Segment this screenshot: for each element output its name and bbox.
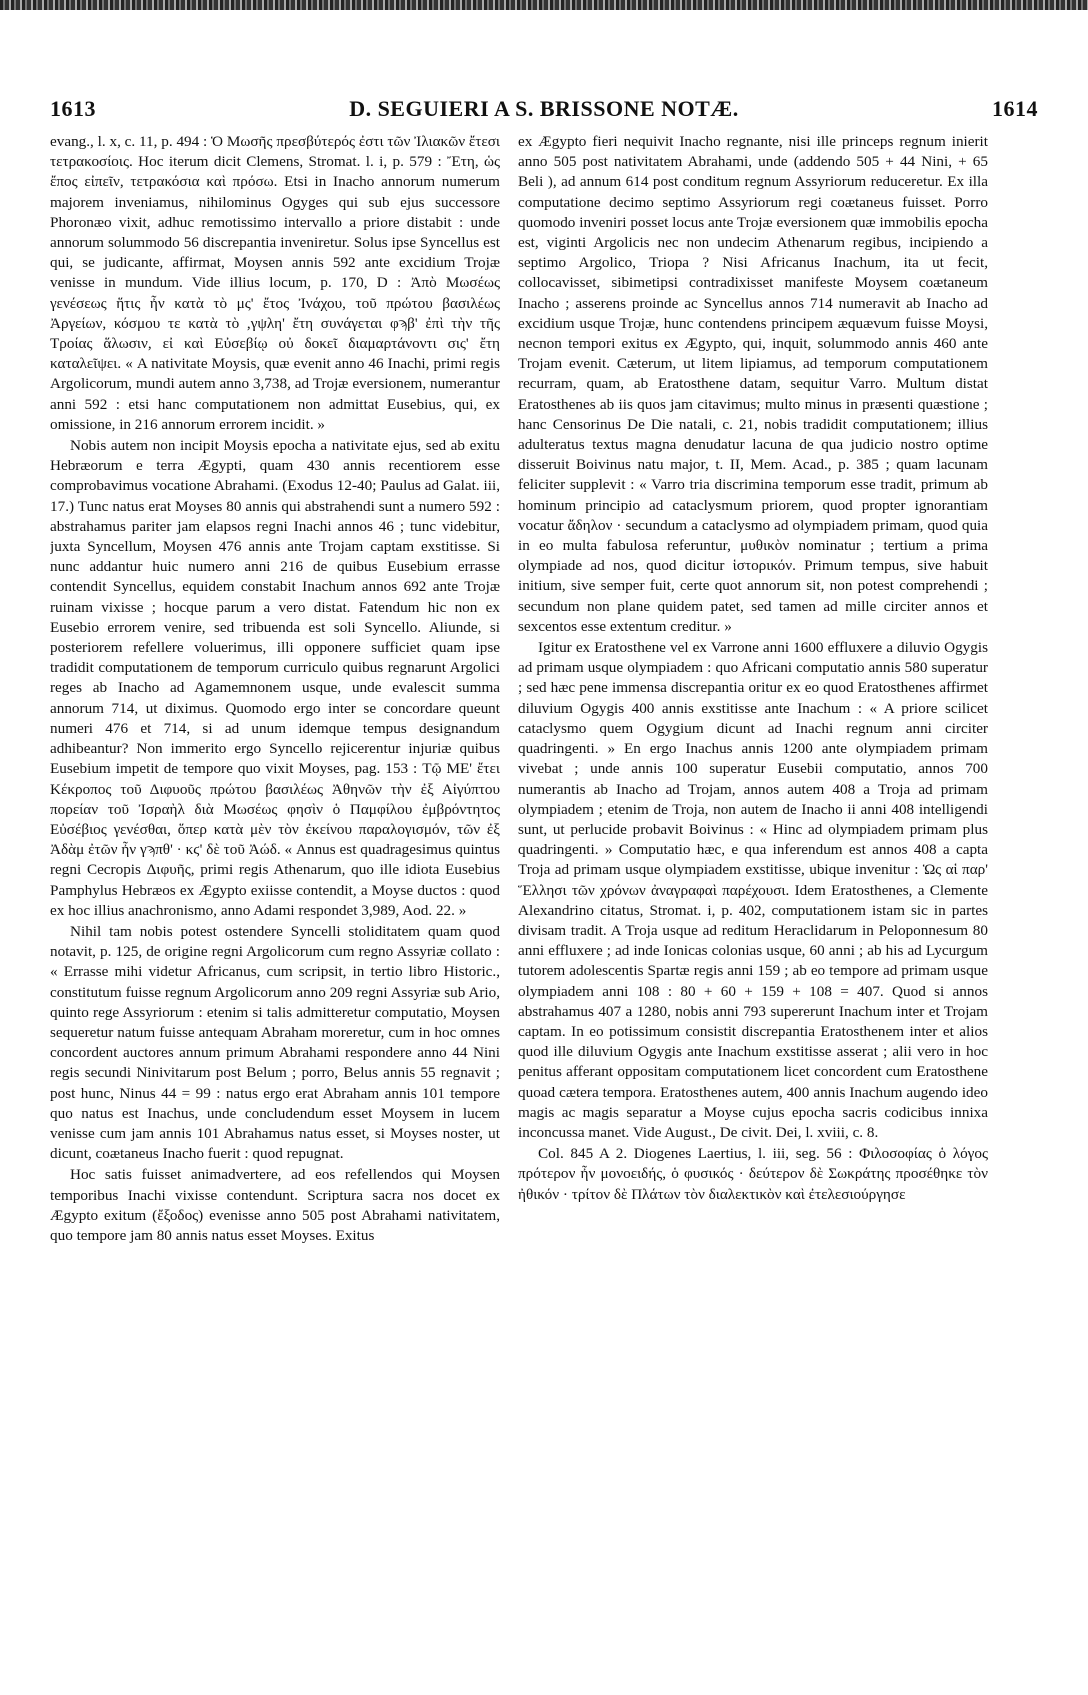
- page-number-left: 1613: [50, 96, 96, 121]
- paragraph: Nobis autem non incipit Moysis epocha a nativitate ejus, sed ab exitu Hebræorum e terra Ægypti, quam 430 annis recentiorem esse comprobavimus vocatione Abrahami. (Exodus 12-40; Paulus ad Galat. iii, 17.) Tunc natus erat Moyses 80 annis qui abstrahendi sunt a numero 592 : abstrahamus pariter jam elapsos regni Inachi annos 46 ; tunc videbitur, juxta Syncellum, Moysen 476 annis ante Trojam captam exstitisse. Si nunc addantur huic numero anni 216 de quibus Eusebium errasse contendit Syncellus, equidem constabit Inachum annos 692 ante Trojæ ruinam vixisse ; hocque parum a vero distat. Fatendum hic non ex Eusebio errorem venire, sed tribuenda est soli Syncello. Aliunde, si posteriorem refellere voluerimus, illi opponere sufficiet quam ipse tradidit computationem de temporum curriculo quibus regnarunt Argolici reges ab Inacho ad Agamemnonem usque, unde evalescit summa annorum 714, ut diximus. Quomodo ergo inter se concordare queunt numeri 476 et 714, si ad unum idemque tempus designandum adhibeantur? Non immerito ergo Syncello rejicerentur injuriæ quibus Eusebium impetit de tempore quo vixit Moyses, pag. 153 : Τῷ ΜΕ' ἔτει Κέκροπος τοῦ Διφυοῦς πρώτου βασιλέως Ἀθηνῶν τὴν ἐξ Αἰγύπτου πορείαν τοῦ Ἰσραὴλ διὰ Μωσέως φησὶν ὁ Παμφίλου ἐμβρόντητος Εὐσέβιος γενέσθαι, ὅπερ κατὰ μὲν τὸν ἐκείνου παραλογισμόν, τῶν ἐξ Ἀδὰμ ἐτῶν ἦν γϡπθ' · κϛ' δὲ τοῦ Ἀώδ. « Annus est quadragesimus quintus regni Cecropis Διφυῆς, primi regis Athenarum, quo ille idiota Eusebius Pamphylus Hebræos ex Ægypto exiisse contendit, a Moyse ductos : quod ex hoc illius anachronismo, anno Adami respondet 3,989, Aod. 22. »: [50, 437, 500, 919]
- left-column: [50, 132, 500, 1632]
- running-title: D. SEGUIERI A S. BRISSONE NOTÆ.: [349, 96, 739, 121]
- paragraph: Igitur ex Eratosthene vel ex Varrone anni 1600 effluxere a diluvio Ogygis ad primam usque olympiadem : quo Africani computatio annis 580 superatur ; sed hæc pene immensa discrepantia oritur ex eo quod Eratosthenes affirmet diluvium Ogygis 400 annis exstitisse ante Inachum : « A priore scilicet cataclysmo quem Ogygium dicunt ad Inachi regnum anni circiter quadringenti. » En ergo Inachus annis 1200 ante olympiadem primam vivebat ; unde annis 100 superatur Eusebii computatio, annos 700 numerantis ab Inacho ad Trojam, annos autem 408 a Troja ad primam olympiadem ; etenim de Troja, non autem de Inacho ii anni 408 intelligendi sunt, ut perlucide probavit Boivinus : « Hinc ad olympiadem primam plus quadringenti. » Computatio hæc, e qua inferendum est annos 408 a capta Troja ad primam usque olympiadem exstitisse, ubique invenitur : Ὡς αἱ παρ' Ἕλλησι τῶν χρόνων ἀναγραφαὶ παρέχουσι. Idem Eratosthenes, a Clemente Alexandrino citatus, Stromat. i, p. 402, computationem istam sic in partes divisam tradit. A Troja usque ad reditum Heraclidarum in Peloponnesum 80 anni effluxere ; ad inde Ionicas colonias usque, 60 anni ; ab his ad Lycurgum tutorem adolescentis Spartæ regis anni 159 ; ab eo tempore ad primam usque olympiadem anni 108 : 80 + 60 + 159 + 108 = 407. Quod si annos abstrahamus 407 a 1280, nobis anni 793 supererunt Inachum inter et Trojam captam. In eo potissimum consistit discrepantia Eratosthenem inter et alios quod ille diluvium Ogygis ante Inachum exstitisse asserat ; alii vero in hoc penitus afferant oppositam computationem licet concordent cum Eratosthene quoad cætera tempora. Eratosthenes autem, 400 annis Inachum augendo ideo magis ac magis separatur a Moyse cujus epocha sacris codicibus innixa inconcussa manet. Vide August., De civit. Dei, l. xviii, c. 8.: [518, 639, 988, 1141]
- paragraph: Hoc satis fuisset animadvertere, ad eos refellendos qui Moysen temporibus Inachi vixisse contendunt. Scriptura sacra nos docet ex Ægypto exitum (ἔξοδος) evenisse anno 505 post Abrahami nativitatem, quo tempore jam 80 annis natus esset Moyses. Exitus: [50, 1166, 500, 1244]
- paragraph: ex Ægypto fieri nequivit Inacho regnante, nisi ille princeps regnum inierit anno 505 post nativitatem Abrahami, unde (addendo 505 + 44 Nini, + 65 Beli ), ad annum 614 post conditum regnum Assyriorum reduceretur. Ex illa computatione decimo septimo Assyriorum regi coætaneus fuisset. Porro quomodo inveniri posset locus ante Trojæ eversionem quæ immobilis epocha est, viginti Argolicis nec non undecim Athenarum regibus, incipiendo a septimo Argolico, Triopa ? Nisi Africanus Inachum, ita ut fecit, collocavisset, sibimetipsi contradixisset manifeste Moysem coætaneum Inacho ; asserens proinde ac Syncellus annos 714 numeravit ab Inacho ad excidium usque Trojæ, hunc contendens principem æquævum fuisse Moysi, necnon tempori exitus ex Ægypto, qui, inquit, solummodo annis 460 ante Trojam evenit. Cæterum, ut litem lipiamus, ad temporum computationem recurram, quam, ab Eratosthene datam, sequitur Varro. Multum distat Eratosthenes ab iis quos jam citavimus; multo minus in præsenti quæstione ; hanc Censorinus De Die natali, c. 21, nobis tradidit computationem; illius adulteratus textus magna denudatur lacuna de qua judicio nostro optime disseruit Boivinus natu major, t. II, Mem. Acad., p. 385 ; quam lacunam feliciter supplevit : « Varro tria discrimina temporum esse tradit, primum ab hominum principio ad cataclysmum priorem, quod propter ignorantiam vocatur ἄδηλον · secundum a cataclysmo ad olympiadem primam, quod quia in eo multa fabulosa referuntur, μυθικὸν nominatur ; tertium a prima olympiade ad nos, quod dicitur ἱστορικόν. Primum tempus, sive habuit initium, sive semper fuit, certe quot annorum sit, non potest comprehendi ; secundum non plane quidem patet, sed tamen ad mille circiter annos et sexcentos esse extentum creditur. »: [518, 133, 988, 635]
- paragraph: Col. 845 A 2. Diogenes Laertius, l. iii, seg. 56 : Φιλοσοφίας ὁ λόγος πρότερον ἦν μονοειδής, ὁ φυσικός · δεύτερον δὲ Σωκράτης προσέθηκε τὸν ἠθικόν · τρίτον δὲ Πλάτων τὸν διαλεκτικὸν καὶ ἐτελεσιούργησε: [518, 1145, 988, 1203]
- right-column: [518, 132, 988, 1632]
- scan-edge: [0, 0, 1088, 10]
- paragraph: evang., l. x, c. 11, p. 494 : Ὁ Μωσῆς πρεσβύτερός ἐστι τῶν Ἰλιακῶν ἔτεσι τετρακοσίοις. Hoc iterum dicit Clemens, Stromat. l. i, p. 579 : Ἔτη, ὡς ἔπος εἰπεῖν, τετρακόσια καὶ πρόσω. Etsi in Inacho annorum numerum majorem inveniamus, nihilominus Ogyges qui sub ejus successore Phoronæo vixit, adhuc remotissimo intervallo a priore distabit : unde annorum solummodo 56 discrepantia inveniretur. Solus ipse Syncellus est qui, se judicante, affirmat, Moysen annis 592 ante excidium Trojæ venisse in mundum. Vide illius locum, p. 170, D : Ἀπὸ Μωσέως γενέσεως ἥτις ἦν κατὰ τὸ μς' ἔτος Ἰνάχου, τοῦ πρώτου βασιλέως Ἀργείων, κόσμου τε κατὰ τὸ ,γψλη' ἔτη συνάγεται φϡβ' ἐπὶ τὴν τῆς Τροίας ἅλωσιν, εἰ καὶ Εὐσεβίῳ οὐ δοκεῖ διαμαρτάνοντι σις' ἔτη καταλεῖψει. « A nativitate Moysis, quæ evenit anno 46 Inachi, primi regis Argolicorum, mundi autem anno 3,738, ad Trojæ eversionem, numerantur anni 592 : etsi hanc computationem non admittat Eusebius, qui, ex omissione, in 216 annorum errorem incidit. »: [50, 133, 500, 433]
- page-header: [50, 92, 1038, 126]
- paragraph: Nihil tam nobis potest ostendere Syncelli stoliditatem quam quod notavit, p. 125, de origine regni Argolicorum cum regno Assyriæ collato : « Errasse mihi videtur Africanus, cum scripsit, in tertio libro Historic., constitutum fuisse regnum Argolicorum anno 209 regni Assyriæ sub Ario, quinto rege Assyriorum : etenim si talis admitteretur computatio, Moysen sequeretur natum fuisse antequam Abraham moreretur, cum in hoc omnes concordent auctores annum primum Abrahami respondere anno 44 Nini regis secundi Ninivitarum post Belum ; porro, Belus annis 55 regnavit ; post hunc, Ninus 44 = 99 : natus ergo erat Abraham annis 101 tempore quo natus est Inachus, unde concludendum esset Moysem in lucem venisse cum jam annis 101 Abrahamus natus esset, si Moyses noster, ut dicunt, coætaneus Inacho fuerit : quod repugnat.: [50, 922, 500, 1163]
- page-number-right: 1614: [992, 96, 1038, 121]
